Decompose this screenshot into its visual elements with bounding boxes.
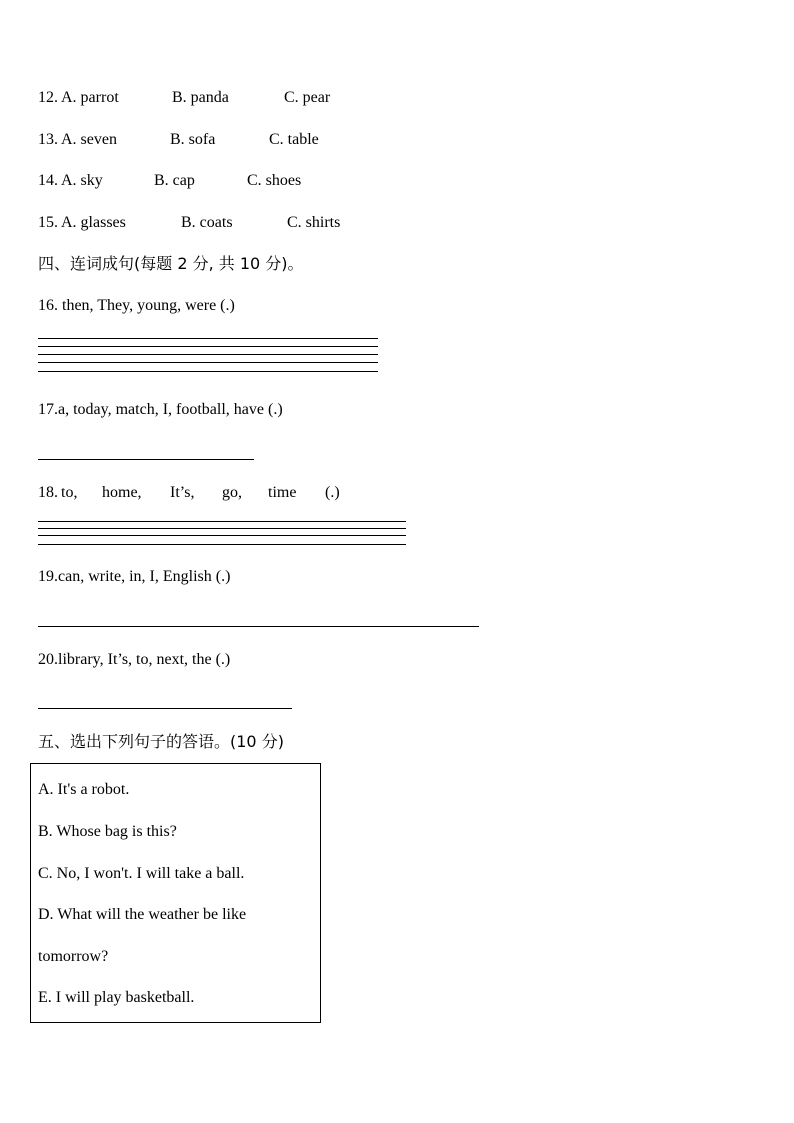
option-c: C. shoes [247,172,302,189]
answer-line [38,528,406,529]
answer-line [38,535,406,536]
option-b: B. sofa [170,131,216,148]
option-a: A. parrot [61,89,119,106]
question-19: 19.can, write, in, I, English (.) [38,568,231,585]
section-5-heading: 五、选出下列句子的答语。(10 分) [38,732,284,751]
question-16: 16. then, They, young, were (.) [38,297,235,314]
answer-option-b: B. Whose bag is this? [38,823,177,840]
answer-option-d-continued: tomorrow? [38,948,109,965]
answer-option-c: C. No, I won't. I will take a ball. [38,865,245,882]
question-number: 13. [38,131,58,148]
word: (.) [325,484,340,501]
option-a: A. sky [61,172,103,189]
answer-line [38,544,406,545]
section-4-heading: 四、连词成句(每题 2 分, 共 10 分)。 [38,254,304,273]
answer-options-box [30,763,321,1023]
word: go, [222,484,242,501]
question-number: 14. [38,172,58,189]
word: to, [61,484,78,501]
question-number: 12. [38,89,58,106]
question-number: 15. [38,214,58,231]
option-a: A. glasses [61,214,126,231]
option-b: B. cap [154,172,195,189]
answer-option-a: A. It's a robot. [38,781,130,798]
option-b: B. coats [181,214,233,231]
option-c: C. pear [284,89,331,106]
answer-line [38,521,406,522]
answer-line [38,371,378,372]
question-number: 18. [38,484,58,501]
option-c: C. shirts [287,214,341,231]
answer-line-17 [38,459,254,460]
answer-line [38,338,378,339]
option-b: B. panda [172,89,229,106]
option-a: A. seven [61,131,117,148]
answer-line [38,362,378,363]
answer-line [38,354,378,355]
answer-line-19 [38,626,479,627]
option-c: C. table [269,131,319,148]
word: home, [102,484,142,501]
question-17: 17.a, today, match, I, football, have (.) [38,401,283,418]
word: It’s, [170,484,195,501]
answer-line [38,346,378,347]
answer-option-d: D. What will the weather be like [38,906,247,923]
question-20: 20.library, It’s, to, next, the (.) [38,651,231,668]
word: time [268,484,297,501]
answer-option-e: E. I will play basketball. [38,989,195,1006]
answer-line-20 [38,708,292,709]
